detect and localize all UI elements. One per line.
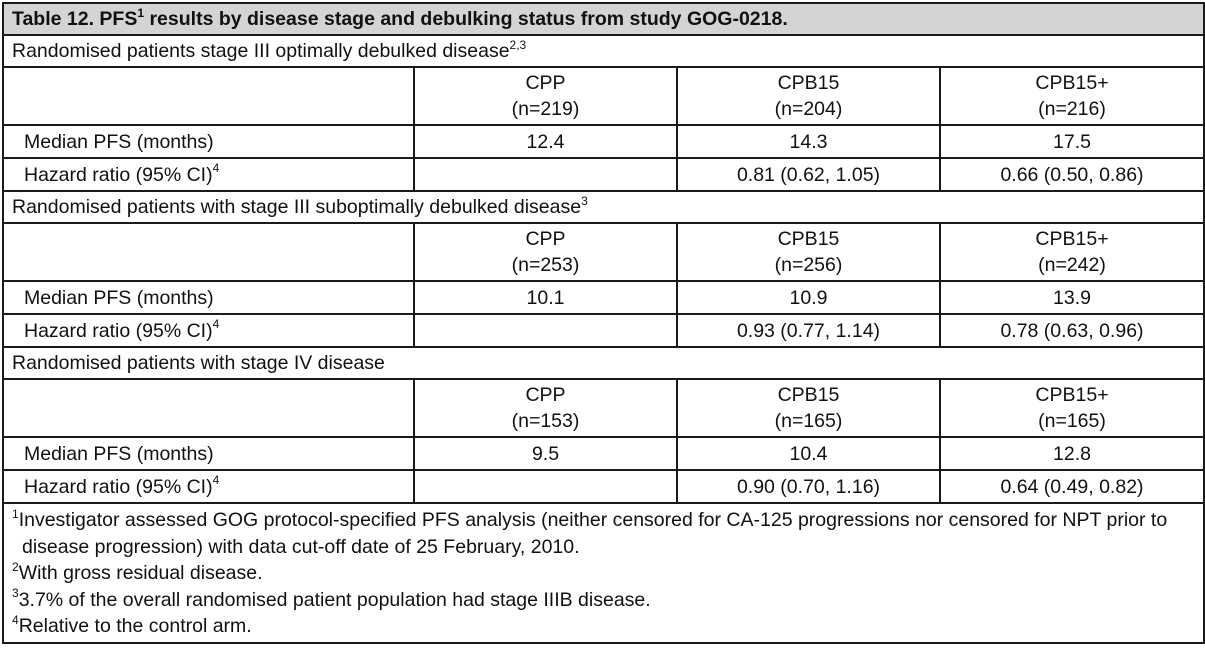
arm-name: CPB15+	[1035, 384, 1109, 406]
arm-count: (n=165)	[774, 410, 843, 432]
row-label-sup: 4	[212, 317, 220, 331]
empty-header-cell	[3, 67, 414, 125]
footnote-text: With gross residual disease.	[18, 562, 263, 584]
table-cell: 0.90 (0.70, 1.16)	[677, 470, 940, 503]
column-header	[414, 67, 677, 125]
section-heading-text: Randomised patients with stage IV disease	[12, 352, 385, 374]
footnote-mark: 1	[12, 506, 19, 521]
table-cell	[414, 314, 677, 347]
footnote-mark: 3	[12, 586, 19, 600]
arm-count: (n=219)	[511, 98, 580, 120]
table-cell: 12.4	[414, 125, 677, 158]
arm-count: (n=253)	[511, 254, 580, 276]
table-cell: 9.5	[414, 437, 677, 470]
section-heading	[3, 191, 1204, 223]
section-heading-sup: 3	[581, 193, 588, 208]
arm-name: CPP	[525, 72, 566, 94]
column-header	[677, 223, 940, 281]
footnote	[12, 560, 1195, 587]
empty-header-cell	[3, 223, 414, 281]
arm-count: (n=165)	[1038, 410, 1106, 432]
table-cell: 0.66 (0.50, 0.86)	[940, 158, 1204, 191]
section-heading-sup: 2,3	[509, 37, 527, 52]
column-header-row	[3, 379, 1204, 437]
hazard-ratio-row	[3, 314, 1204, 347]
column-header-row	[3, 223, 1204, 281]
row-label	[3, 314, 414, 347]
table-title-rest: results by disease stage and debulking status from study GOG-0218.	[144, 8, 788, 30]
footnote-mark: 4	[12, 612, 19, 627]
row-label-text: Hazard ratio (95% CI)	[24, 163, 213, 186]
footnote	[12, 507, 1195, 560]
table-cell: 0.78 (0.63, 0.96)	[940, 314, 1204, 347]
table-cell	[414, 470, 677, 503]
footnote-mark: 2	[12, 559, 19, 574]
hazard-ratio-row	[3, 158, 1204, 191]
table-cell: 10.4	[677, 437, 940, 470]
table-cell: 13.9	[940, 281, 1204, 314]
arm-count: (n=216)	[1038, 98, 1106, 120]
section-heading-row	[3, 191, 1204, 223]
row-label	[3, 470, 414, 503]
column-header	[677, 67, 940, 125]
footnote	[12, 613, 1195, 640]
section-heading-row	[3, 35, 1204, 67]
table-cell: 14.3	[677, 125, 940, 158]
column-header-row	[3, 67, 1204, 125]
arm-name: CPP	[525, 384, 566, 406]
row-label-sup: 4	[212, 161, 220, 175]
arm-count: (n=242)	[1038, 254, 1106, 276]
section-heading-text: Randomised patients with stage III suboptimally debulked disease	[12, 196, 582, 218]
row-label-text: Hazard ratio (95% CI)	[24, 319, 213, 342]
table-cell	[414, 158, 677, 191]
hazard-ratio-row	[3, 470, 1204, 503]
median-pfs-row	[3, 437, 1204, 470]
row-label-text: Hazard ratio (95% CI)	[24, 475, 213, 498]
table-cell: 0.93 (0.77, 1.14)	[677, 314, 940, 347]
table-cell: 10.9	[677, 281, 940, 314]
row-label: Median PFS (months)	[3, 281, 414, 314]
column-header	[940, 223, 1204, 281]
table-cell: 12.8	[940, 437, 1204, 470]
footnote-text: 3.7% of the overall randomised patient population had stage IIIB disease.	[18, 588, 651, 611]
table-title-row	[3, 3, 1204, 35]
arm-name: CPB15+	[1035, 228, 1109, 250]
arm-name: CPP	[525, 228, 566, 250]
pfs-results-table	[2, 2, 1205, 644]
section-heading-text: Randomised patients stage III optimally debulked disease	[12, 40, 510, 62]
footnote-text: Investigator assessed GOG protocol-specified PFS analysis (neither censored for CA-125 progressions nor censored for NPT prior to disease progression) with data cut-off date of 25 February, 2010.	[18, 509, 1168, 558]
footnotes-row	[3, 503, 1204, 643]
table-cell: 0.81 (0.62, 1.05)	[677, 158, 940, 191]
column-header	[414, 379, 677, 437]
arm-name: CPB15+	[1035, 72, 1109, 94]
section-heading-row	[3, 347, 1204, 379]
arm-count: (n=204)	[774, 98, 843, 120]
column-header	[940, 379, 1204, 437]
median-pfs-row	[3, 281, 1204, 314]
section-heading	[3, 347, 1204, 379]
median-pfs-row	[3, 125, 1204, 158]
footnotes	[3, 503, 1204, 643]
arm-count: (n=153)	[511, 410, 580, 432]
footnote	[12, 587, 1195, 614]
table-title-text: Table 12. PFS	[12, 8, 138, 30]
column-header	[414, 223, 677, 281]
arm-name: CPB15	[777, 72, 840, 94]
column-header	[677, 379, 940, 437]
table-title	[3, 3, 1204, 35]
section-heading	[3, 35, 1204, 67]
row-label: Median PFS (months)	[3, 437, 414, 470]
column-header	[940, 67, 1204, 125]
table-title-sup: 1	[137, 5, 145, 20]
arm-count: (n=256)	[774, 254, 843, 276]
arm-name: CPB15	[777, 228, 840, 250]
empty-header-cell	[3, 379, 414, 437]
footnote-text: Relative to the control arm.	[18, 615, 252, 637]
row-label: Median PFS (months)	[3, 125, 414, 158]
table-cell: 17.5	[940, 125, 1204, 158]
row-label	[3, 158, 414, 191]
table-cell: 10.1	[414, 281, 677, 314]
arm-name: CPB15	[777, 384, 840, 406]
table-cell: 0.64 (0.49, 0.82)	[940, 470, 1204, 503]
row-label-sup: 4	[212, 473, 220, 487]
